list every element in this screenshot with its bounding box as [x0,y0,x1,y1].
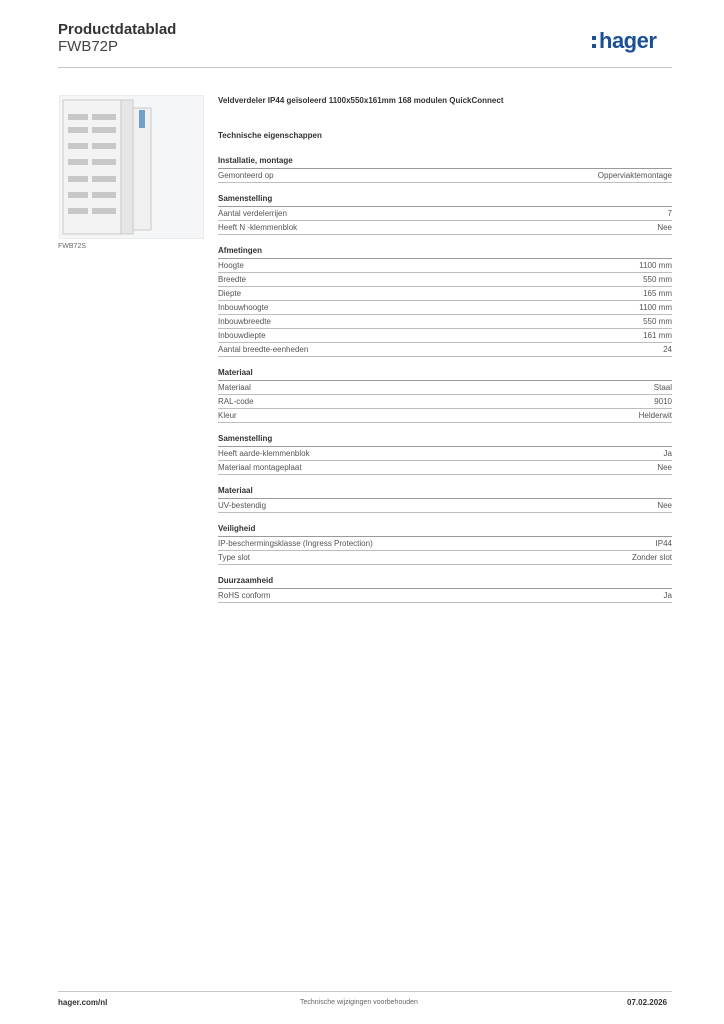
footer-date: 07.02.2026 [627,998,668,1007]
group-title: Veiligheid [218,524,672,537]
group-title: Installatie, montage [218,156,672,169]
hager-logo [592,28,674,56]
group-title: Samenstelling [218,194,672,207]
distribution-board-icon [60,96,203,238]
page-title: Productdatablad [58,21,177,38]
spec-group-installation [218,156,672,183]
footer-divider [58,991,672,992]
spec-group-material [218,368,672,423]
footer-disclaimer: Technische wijzigingen voorbehouden [300,999,418,1006]
spec-label: UV-bestendig [218,501,267,510]
image-caption: FWB72S [58,243,87,250]
spec-label: Gemonteerd op [218,171,274,180]
spec-label: IP-beschermingsklasse (Ingress Protection) [218,539,373,548]
spec-value: 550 mm [643,317,672,326]
spec-row [218,395,672,409]
spec-value: IP44 [655,539,672,548]
spec-row [218,343,672,357]
spec-row [218,551,672,565]
group-title: Materiaal [218,368,672,381]
spec-group-material-2 [218,486,672,513]
spec-value: Nee [657,501,672,510]
spec-label: Inbouwdiepte [218,331,266,340]
spec-value: 1100 mm [639,261,672,270]
spec-value: 165 mm [643,289,672,298]
group-title: Duurzaamheid [218,576,672,589]
spec-row [218,259,672,273]
spec-group-safety [218,524,672,565]
spec-value: 1100 mm [639,303,672,312]
logo-colon-icon [592,36,598,52]
footer-website-link[interactable]: hager.com/nl [58,998,108,1007]
spec-label: RAL-code [218,397,254,406]
spec-group-composition [218,194,672,235]
spec-value: Opperviaktemontage [597,171,672,180]
spec-row [218,207,672,221]
product-description: Veldverdeler IP44 geïsoleerd 1100x550x161mm 168 modulen QuickConnect [218,96,504,105]
spec-row [218,221,672,235]
spec-row [218,273,672,287]
spec-label: Heeft N -klemmenblok [218,223,298,232]
spec-label: Materiaal [218,383,251,392]
spec-value: Ja [663,449,672,458]
product-code: FWB72P [58,38,119,55]
spec-row [218,315,672,329]
spec-value: Staal [653,383,672,392]
spec-row [218,447,672,461]
product-image [59,95,204,239]
spec-label: Aantal breedte-eenheden [218,345,309,354]
spec-row [218,499,672,513]
spec-group-sustainability [218,576,672,603]
spec-label: Hoogte [218,261,244,270]
spec-row [218,381,672,395]
spec-label: Type slot [218,553,251,562]
spec-row [218,329,672,343]
spec-label: Inbouwbreedte [218,317,271,326]
spec-row [218,537,672,551]
spec-value: 7 [667,209,672,218]
spec-row [218,169,672,183]
group-title: Afmetingen [218,246,672,259]
spec-label: Aantal verdelerrijen [218,209,287,218]
spec-value: Nee [657,463,672,472]
spec-label: Materiaal montageplaat [218,463,302,472]
spec-row [218,461,672,475]
group-title: Samenstelling [218,434,672,447]
spec-label: Kleur [218,411,237,420]
spec-row [218,287,672,301]
logo-text: hager [599,28,657,53]
spec-value: Helderwit [638,411,672,420]
header-divider [58,67,672,68]
spec-table [218,156,672,614]
spec-value: Zonder slot [631,553,672,562]
spec-value: 550 mm [643,275,672,284]
technical-heading: Technische eigenschappen [218,131,322,140]
spec-value: 161 mm [643,331,672,340]
spec-row [218,589,672,603]
group-title: Materiaal [218,486,672,499]
spec-value: Nee [657,223,672,232]
spec-value: Ja [663,591,672,600]
spec-label: Breedte [218,275,247,284]
spec-group-composition-2 [218,434,672,475]
spec-label: Inbouwhoogte [218,303,269,312]
spec-value: 24 [663,345,672,354]
spec-label: Heeft aarde-klemmenblok [218,449,310,458]
spec-value: 9010 [654,397,672,406]
spec-row [218,409,672,423]
spec-row [218,301,672,315]
spec-label: RoHS conform [218,591,271,600]
spec-label: Diepte [218,289,242,298]
spec-group-dimensions [218,246,672,357]
